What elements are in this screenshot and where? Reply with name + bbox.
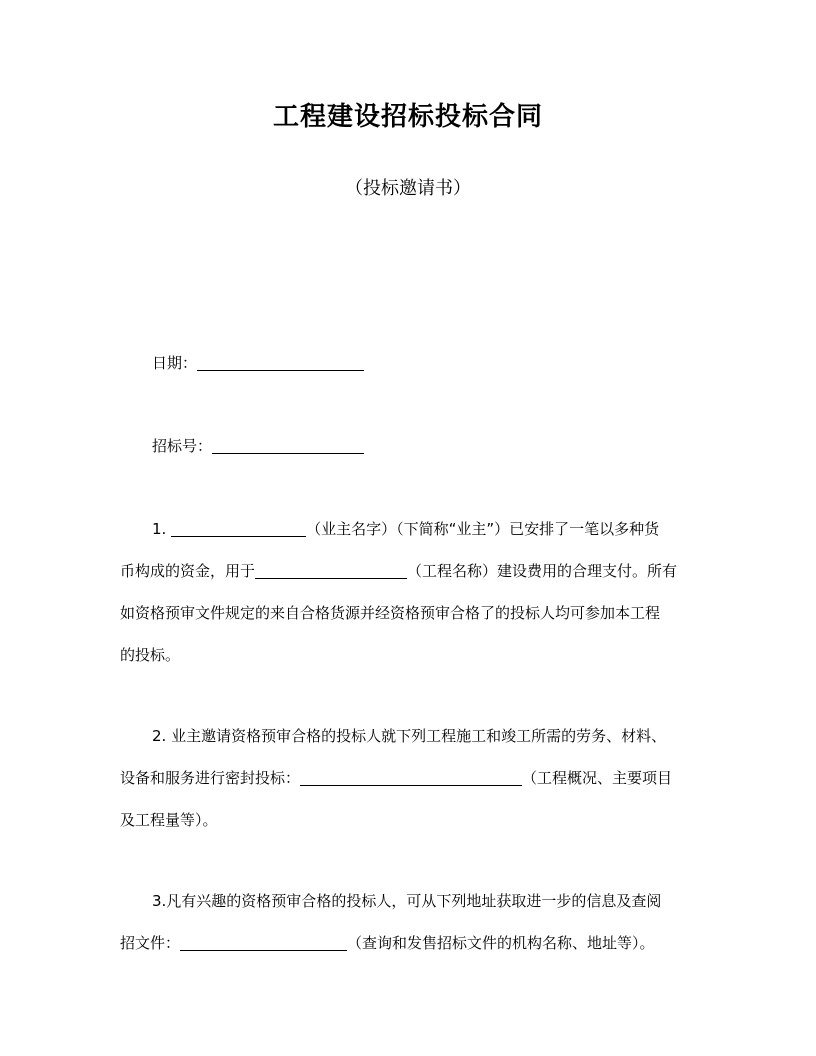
clause-1-number: 1. bbox=[152, 520, 172, 538]
date-label: 日期： bbox=[152, 354, 198, 372]
project-overview-blank[interactable] bbox=[300, 769, 522, 786]
clause-3-line-1: 3.凡有兴趣的资格预审合格的投标人，可从下列地址获取进一步的信息及查阅 bbox=[152, 892, 662, 910]
clause-2-text-2b: （工程概况、主要项目 bbox=[522, 769, 673, 787]
clause-1-text-2a: 币构成的资金，用于 bbox=[120, 562, 256, 580]
document-title: 工程建设招标投标合同 bbox=[272, 102, 543, 132]
clause-3-line-2 bbox=[120, 922, 700, 964]
clause-2-line-1: 2. 业主邀请资格预审合格的投标人就下列工程施工和竣工所需的劳务、材料、 bbox=[152, 727, 667, 745]
inquiry-agency-blank[interactable] bbox=[180, 934, 347, 951]
clause-2-text-2a: 设备和服务进行密封投标： bbox=[120, 769, 301, 787]
project-name-blank[interactable] bbox=[255, 562, 407, 579]
date-field bbox=[152, 352, 364, 374]
bid-number-label: 招标号： bbox=[152, 437, 213, 455]
clause-2 bbox=[120, 715, 700, 841]
clause-3-text-2b: （查询和发售招标文件的机构名称、地址等）。 bbox=[347, 934, 655, 952]
clause-2-line-2 bbox=[120, 757, 700, 799]
clause-1-line-2 bbox=[120, 550, 700, 592]
owner-name-blank[interactable] bbox=[171, 520, 306, 537]
clause-1-line-1 bbox=[120, 508, 700, 550]
clause-1-text-2b: （工程名称）建设费用的合理支付。所有 bbox=[407, 562, 678, 580]
clause-1-text-1: （业主名字）（下简称“业主”）已安排了一笔以多种货 bbox=[306, 520, 660, 538]
clause-2-line-3: 及工程量等）。 bbox=[120, 811, 218, 829]
date-blank[interactable] bbox=[197, 354, 364, 371]
clause-1 bbox=[120, 508, 700, 676]
clause-3-text-2a: 招文件： bbox=[120, 934, 181, 952]
clause-3 bbox=[120, 880, 700, 964]
document-subtitle: （投标邀请书） bbox=[345, 178, 471, 199]
bid-number-blank[interactable] bbox=[212, 437, 364, 454]
clause-1-line-4: 的投标。 bbox=[120, 646, 181, 664]
clause-1-line-3: 如资格预审文件规定的来自合格货源并经资格预审合格了的投标人均可参加本工程 bbox=[120, 604, 661, 622]
bid-number-field bbox=[152, 435, 364, 457]
